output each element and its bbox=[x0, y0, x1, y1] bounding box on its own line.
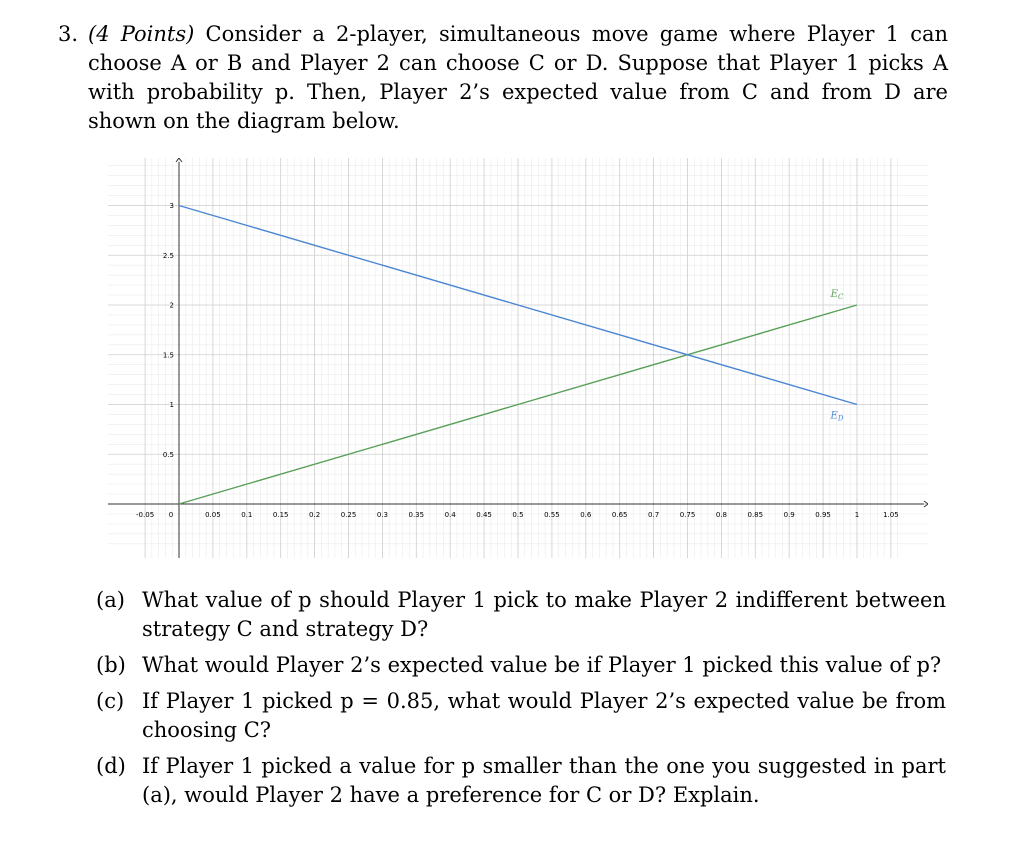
y-tick-label: 2.5 bbox=[162, 251, 174, 260]
x-tick-label: 0.75 bbox=[679, 511, 696, 519]
expected-value-chart bbox=[108, 158, 928, 558]
x-tick-label: 0.25 bbox=[340, 511, 357, 519]
part-d-label: (d) bbox=[96, 754, 126, 778]
y-tick-label: 0.5 bbox=[162, 450, 174, 459]
x-tick-label: 0.45 bbox=[476, 511, 492, 519]
part-d-text: If Player 1 picked a value for p smaller than the one you suggested in part (a), would Player 2 have a preference for C or D? Explain. bbox=[142, 754, 946, 807]
x-tick-label: 0.6 bbox=[580, 511, 592, 519]
chart-svg bbox=[108, 158, 928, 558]
x-tick-label: 0.3 bbox=[376, 511, 388, 519]
y-tick-label: 1 bbox=[169, 401, 174, 409]
y-tick-label: 1.5 bbox=[162, 351, 174, 360]
x-tick-label: 0.7 bbox=[648, 511, 660, 519]
y-tick-label: 2 bbox=[169, 301, 174, 310]
x-tick-label: 0.15 bbox=[272, 511, 289, 519]
question-points: (4 Points) bbox=[88, 22, 195, 46]
part-b-text: What would Player 2’s expected value be if Player 1 picked this value of p? bbox=[142, 653, 942, 677]
x-tick-label: -0.05 bbox=[136, 511, 155, 519]
question-prompt bbox=[88, 20, 948, 136]
part-c bbox=[96, 687, 946, 745]
part-c-text: If Player 1 picked p = 0.85, what would Player 2’s expected value be from choosing C? bbox=[142, 689, 946, 742]
sub-questions bbox=[96, 586, 946, 817]
x-tick-label: 0.35 bbox=[408, 511, 425, 519]
question-text: Consider a 2-player, simultaneous move game where Player 1 can choose A or B and Player 2 can choose C or D. Suppose that Player 1 picks A with probability p. Then, Player 2’s expected value from C and from D are shown on the diagram below. bbox=[88, 22, 948, 133]
x-tick-label: 0.8 bbox=[715, 511, 727, 519]
x-tick-label: 0 bbox=[168, 511, 174, 519]
y-tick-label: 3 bbox=[169, 202, 174, 210]
x-tick-label: 0.9 bbox=[783, 511, 795, 519]
question-number: 3. bbox=[58, 22, 79, 46]
part-a-label: (a) bbox=[96, 588, 125, 612]
x-tick-label: 0.5 bbox=[512, 511, 524, 519]
x-tick-label: 0.05 bbox=[205, 511, 221, 519]
x-tick-label: 0.4 bbox=[444, 511, 456, 519]
part-b bbox=[96, 651, 946, 680]
series-label-e-c: $E_C$ bbox=[830, 289, 844, 301]
series-label-e-d: $E_D$ bbox=[830, 410, 844, 423]
x-tick-label: 0.95 bbox=[815, 511, 831, 519]
part-a bbox=[96, 586, 946, 644]
x-tick-label: 0.85 bbox=[747, 511, 764, 519]
part-c-label: (c) bbox=[96, 689, 125, 713]
x-tick-label: 0.55 bbox=[544, 511, 560, 519]
part-b-label: (b) bbox=[96, 653, 126, 677]
x-tick-label: 0.2 bbox=[309, 511, 321, 519]
x-tick-label: 1.05 bbox=[883, 511, 899, 519]
question-block bbox=[58, 20, 948, 136]
x-tick-label: 0.65 bbox=[611, 511, 628, 519]
part-a-text: What value of p should Player 1 pick to make Player 2 indifferent between strategy C and strategy D? bbox=[142, 588, 946, 641]
x-tick-label: 0.1 bbox=[241, 511, 253, 519]
x-tick-label: 1 bbox=[854, 511, 860, 519]
part-d bbox=[96, 752, 946, 810]
